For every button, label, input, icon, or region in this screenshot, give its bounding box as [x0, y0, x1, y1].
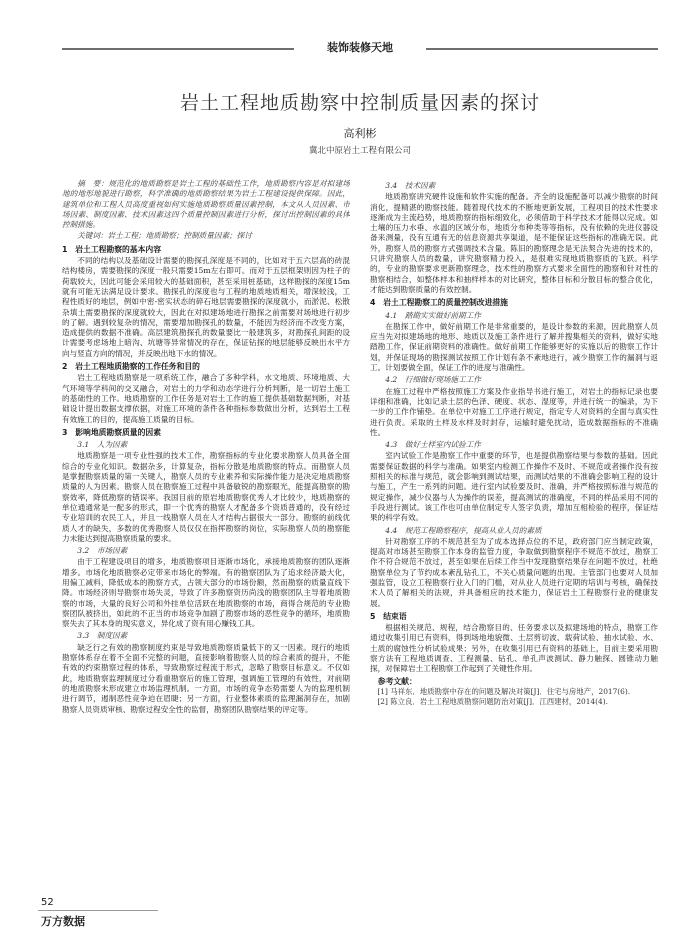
section-3-3-paragraph: 缺乏行之有效的勘察制度约束是导致地质勘察质量低下的又一因素。现行的地质勘察体系存在着不全面不完整的问题，直接影响着勘察人员的综合素质的提升，不能有效的约束勘察过程的体系，导致勘察过程流于形式，忽略了勘察目标意义。不仅如此，地质勘察监理制度过分看重勘察后的施工管理，强调施工管理的有效性，对前期的地质勘察未形成建立市场监理机制。一方面，市场的竞争态势需要人为的监理机制进行调节，遏制恶性竞争迫在眉睫；另一方面，行业整体素质的监理漏洞存在，加剧勘察人员资质审核、勘察过程安全性的监督，勘察团队勘察结果的评定等。 [62, 642, 350, 714]
author-name: 高利彬 [343, 127, 377, 140]
section-4-1-paragraph: 在勘探工作中，做好前期工作是非常重要的，是设计参数的来源，因此勘察人员应当先对拟建场地的地形、地质以及施工条件进行了解并搜集相关的资料，做好实地踏勘工作，保证前期资料的准确性。做好前期工作能够更好的实施以后的勘察工作计划，并保证现场的勘探测试按照工作计划有条不紊地进行，减少勘察工作的漏洞与返工。计划要做全面，保证工作的进度与准确性。 [370, 321, 658, 373]
section-4-3-paragraph: 室内试验工作是勘察工作中重要的环节，也是提供勘察结果与参数的基础。因此需要保证数据的科学与准确。如果室内检测工作操作不及时、不规范或者操作没有按照相关的标准与规范，就会影响到测试结果，而测试结果的不准确会影响工程的设计与施工，产生一系列的问题。进行室内试验要及时、准确，并严格按照标准与规范的规定操作，减少仪器与人为操作的误差，提高测试的准确度，不同的样品采用不同的手段进行测试。该工作也可由单位制定专人签字负责，增加互相检验的程序，保证结果的科学有效。 [370, 451, 658, 523]
section-3-4-paragraph: 地质勘察讲究硬件设施和软件实施的配备。齐全的设施配备可以减少勘察的时间消化，提精湛的勘察技能。随着现代技术的不断地更新发展，工程项目的技术性要求逐渐成为主流趋势，地质勘察的指标细致化，必须借助于科学技术才能得以完成。如土壤的压力水垂、水温的区域分布，地质分布种类等等指标，没有依赖的先进仪器设备来测量，没有互通有无的信息资源共享渠道，是不能保证这些指标的准确无误。此外，勘察人员的勘察方式强调技术含量。陈旧的勘察理念是无法契合先进的技术的，只讲究勘察人员的数量，讲究勘察精力投入，是很难实现地质勘察质的飞跃。科学的，专业的勘察要求更新勘察理念，技术性的勘察方式要求全面性的勘察和针对性的勘察相结合，如整体样本和抽样样本的对比研究，整体目标和分散目标的整合优化，才能达到勘察质量的有效控制。 [370, 192, 658, 294]
reference-item: [1] 马祥东．地质勘察中存在的问题及解决对策[J]．住宅与房地产，2017(6). [377, 686, 631, 696]
section-3-heading: 3 影响地质勘察质量的因素 [62, 427, 161, 437]
section-4-3-heading: 4.3 做好土样室内试验工作 [385, 440, 481, 450]
article-title: 岩土工程地质勘察中控制质量因素的探讨 [179, 92, 540, 114]
section-4-4-heading: 4.4 规范工程勘察程序，提高从业人员的素质 [385, 525, 542, 535]
references-heading: 参考文献： [377, 676, 417, 686]
section-3-1-heading: 3.1 人为因素 [77, 440, 128, 450]
section-3-1-paragraph: 地质勘察是一项专业性强的技术工作，勘察指标的专业化要求勘察人员具备全面综合的专业化知识。数据杂多，计算复杂，指标分散是地质勘察的特点。而勘察人员是掌握勘察质量的第一关键人，勘察人员的专业素养和实际操作能力是决定地质勘察质量的人为因素。勘察人员在勘察施工过程中具备敏锐的勘察眼光，能提高勘察的勘察效率，降低勘察的错误率。我国目前的原岩地质勘察优秀人才比较少，地质勘察的单位通通常是一配多的形式，即一个优秀的勘察人才配备多个资质普通的，没有经过专业培训的农民工人，并且一线勘察人员在人才结构占据很大一部分。勘察的前线优质人才的缺失，多数的优秀勘察人员仅仅在指挥勘察的岗位，实际勘察人员的勘察能力未能达到提高勘察质量的要求。 [62, 451, 350, 543]
left-column [62, 179, 350, 887]
section-2-paragraph: 岩土工程地质勘察是一项系统工作，融合了多种学科，水文地质、环境地质、大气环境等学科间的交叉融合，对岩土的力学和动态学进行分析判断，是一切岩土施工的基础性的工作。地质勘察的工作任务是对岩土工作的施工提供基础数据判断，对基础设计提出数据支撑依据，对施工环境的条件各种指标参数做出分析，达到岩土工程有效施工的目的，提高施工质量的目标。 [62, 373, 350, 424]
section-5-heading: 5 结束语 [370, 611, 407, 621]
section-4-2-heading: 4.2 行细做好现场施工工作 [385, 375, 481, 385]
author-affiliation: 冀北中原岩土工程有限公司 [308, 146, 411, 156]
page-number: 52 [41, 897, 54, 908]
section-3-4-heading: 3.4 技术因素 [385, 181, 436, 190]
section-3-3-heading: 3.3 制度因素 [77, 631, 128, 641]
section-3-2-paragraph: 由于工程建设项目的增多，地质勘察项目逐渐市场化，承接地质勘察的团队逐渐增多。市场化地质勘察必定带来市场化的弊端。有的勘察团队为了追求经济最大化，用偏工减料，降低成本的勘察方式，占领大部分的市场份额，然而勘察的质量直线下降。市场经济则导勘察市场失灵，导致了许多勘察资历尚浅的勘察团队主导着地质勘察的市场，大量的良好公司和外挂单位活跃在地质勘察的市场，商得合规范的专业勘察团队被挤出，如此的不正当的市场竞争加剧了勘察市场的恶性竞争的循环，地质勘察失去了其本身的现实意义，异化成了资有用心赚钱工具。 [62, 557, 350, 629]
section-4-heading: 4 岩土工程勘察工的质量控制改进措施 [370, 298, 508, 308]
right-column [370, 179, 658, 887]
section-5-paragraph: 根据相关规范、规程，结合勘察目的、任务要求以及拟建场地的特点，勘察工作通过收集引用已有资料，得到场地地貌微、土层剪切波、载荷试验、抽水试验、水、土质的腐蚀性分析试验成果；另外，在收集引用已有资料的基础上，目前主要采用勘察方法有工程地质调查、工程测量、钻孔、单孔声波测试、静力触探、圆锥动力触探，对保障岩土工程勘察工作起到了关键性作用。 [370, 623, 658, 674]
section-2-heading: 2 岩土工程地质勘察的工作任务和目的 [62, 362, 200, 372]
footer-rule [38, 910, 158, 911]
header-rule-right [426, 48, 658, 50]
section-3-2-heading: 3.2 市场因素 [77, 546, 128, 556]
section-1-paragraph: 不同的结构以及基础设计需要的勘探孔深度是不同的，比如对于五六层高的砖混结构楼房，需要勘探的深度一般只需要15m左右即可。而对于五层框架则因为柱子的荷载较大，因此可能会采用较大的基础面积，甚至采用桩基础，这样勘探的深度15m就有可能无法满足设计要求。勘探孔的深度也与工程的地质地质相关，增深较浅，工程性质好的地层，例如中密-密实状态的碎石地层需要勘探的深度就小，而淤泥、松散杂填土需要勘探的深度就较大，因此在对拟建场地进行勘探之前需要对场地进行初步的了解。遇到较复杂的情况，需要增加勘探孔的数量，不能因为经济而不改变方案，造成提供的数据不准确。高层建筑勘探孔的数量要比一般建筑多，对勘探孔间距的设计需要考虑场地上暗沟、坑塘等异常情况的存在，保证钻探的地层能够反映出水平方向与竖直方向的情况，并反映出地下水的情况。 [62, 256, 350, 358]
section-1-heading: 1 岩土工程勘察的基本内容 [62, 244, 161, 254]
keywords: 关键词：岩土工程；地质勘察；控制质量因素；探讨 [77, 231, 252, 241]
publisher-mark: 万方数据 [41, 915, 85, 928]
section-4-2-paragraph: 在施工过程中严格按照施工方案及作业指导书进行施工，对岩土的指标记录也要详细和准确，比如记录土层的色泽、硬度、状态、湿度等，并进行统一的编录，为下一步的工作作铺垫。在单位中对施工工序进行规定，指定专人对资料的全面与真实性进行负责。采取的土样及水样及时封存，运输时避免扰动，造成数据指标的不准确性。 [370, 386, 658, 437]
reference-item: [2] 陈立良．岩土工程地质勘察问题防治对策[J]．江西建材，2014(4). [377, 697, 608, 707]
section-title: 装饰装修天地 [327, 41, 393, 54]
section-4-1-heading: 4.1 踏勘实实做好前期工作 [385, 310, 481, 320]
section-4-4-paragraph: 针对勘察工序的不规范甚至为了成本选择点位的不足，政府部门应当制定政策，提高对市场甚至勘察工作本身的监管力度，争取做到勘察程序不规范不放过，勘察工作不符合规范不放过，甚至如果在后续工作当中发现勘察结果存在问题不放过，杜绝勘察单位为了节约成本紊乱钻孔工，不关心质量问题的出现。主管部门也要对人员加强监管，设立工程勘察行业入门的门槛，对从业人员进行定期的培训与考核，确保技术人员了解相关的法规，并具备相应的技术能力，保证岩土工程勘察行业的健康发展。 [370, 536, 658, 608]
abstract: 摘 要：规范化的地质勘察是岩土工程的基础性工作，地质勘察内容是对拟建场地的地形地貌进行勘察，科学准确的地质勘察结果为岩土工程建设提供保障。因此，建筑单位和工程人员高度重视如何实施地质勘察质量因素控制，本文从人员因素、市场因素、制度因素、技术因素这四个质量控制因素进行分析，探讨出控制因素的具体控制措施。 [62, 179, 350, 230]
section-header-band [62, 41, 658, 54]
